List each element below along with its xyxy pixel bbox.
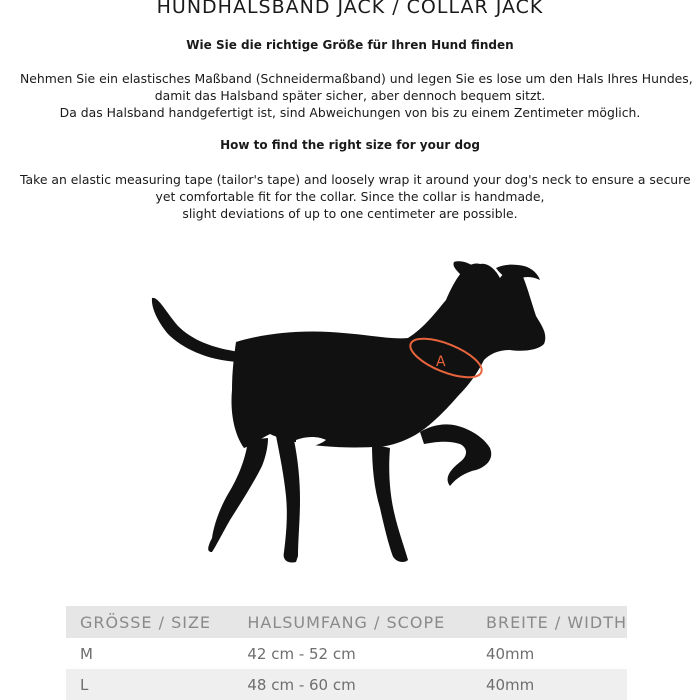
- table-row: [66, 638, 627, 669]
- size-table: [66, 606, 627, 700]
- dog-silhouette: [152, 261, 545, 562]
- header-scope: HALSUMFANG / SCOPE: [233, 606, 472, 638]
- german-line-2: damit das Halsband später sicher, aber dennoch bequem sitzt.: [154, 88, 546, 103]
- german-heading: Wie Sie die richtige Größe für Ihren Hund finden: [186, 38, 514, 52]
- english-line-3: slight deviations of up to one centimeter are possible.: [182, 206, 518, 221]
- english-heading: How to find the right size for your dog: [220, 138, 480, 152]
- cell-size: L: [66, 669, 233, 700]
- german-line-1: Nehmen Sie ein elastisches Maßband (Schneidermaßband) und legen Sie es lose um den Hals Ihres Hundes,: [20, 71, 693, 86]
- english-instructions: [20, 171, 691, 222]
- english-line-2: yet comfortable fit for the collar. Since the collar is handmade,: [155, 189, 545, 204]
- cell-width: 40mm: [472, 669, 627, 700]
- dog-silhouette-illustration: [140, 255, 560, 575]
- measurement-marker-label: A: [436, 354, 446, 370]
- cell-size: M: [80, 644, 93, 663]
- german-instructions: [20, 70, 693, 121]
- page-title: HUNDHALSBAND JACK / COLLAR JACK: [156, 0, 544, 18]
- size-table-header-row: [66, 606, 627, 638]
- cell-scope: 48 cm - 60 cm: [233, 669, 472, 700]
- cell-width: 40mm: [485, 644, 535, 663]
- cell-scope: 42 cm - 52 cm: [247, 644, 356, 663]
- header-size: GRÖSSE / SIZE: [66, 606, 233, 638]
- header-width: BREITE / WIDTH: [472, 606, 627, 638]
- table-row: [66, 669, 627, 700]
- english-line-1: Take an elastic measuring tape (tailor's tape) and loosely wrap it around your dog's neck to ensure a secure: [20, 172, 691, 187]
- german-line-3: Da das Halsband handgefertigt ist, sind Abweichungen von bis zu einem Zentimeter möglich.: [59, 105, 641, 120]
